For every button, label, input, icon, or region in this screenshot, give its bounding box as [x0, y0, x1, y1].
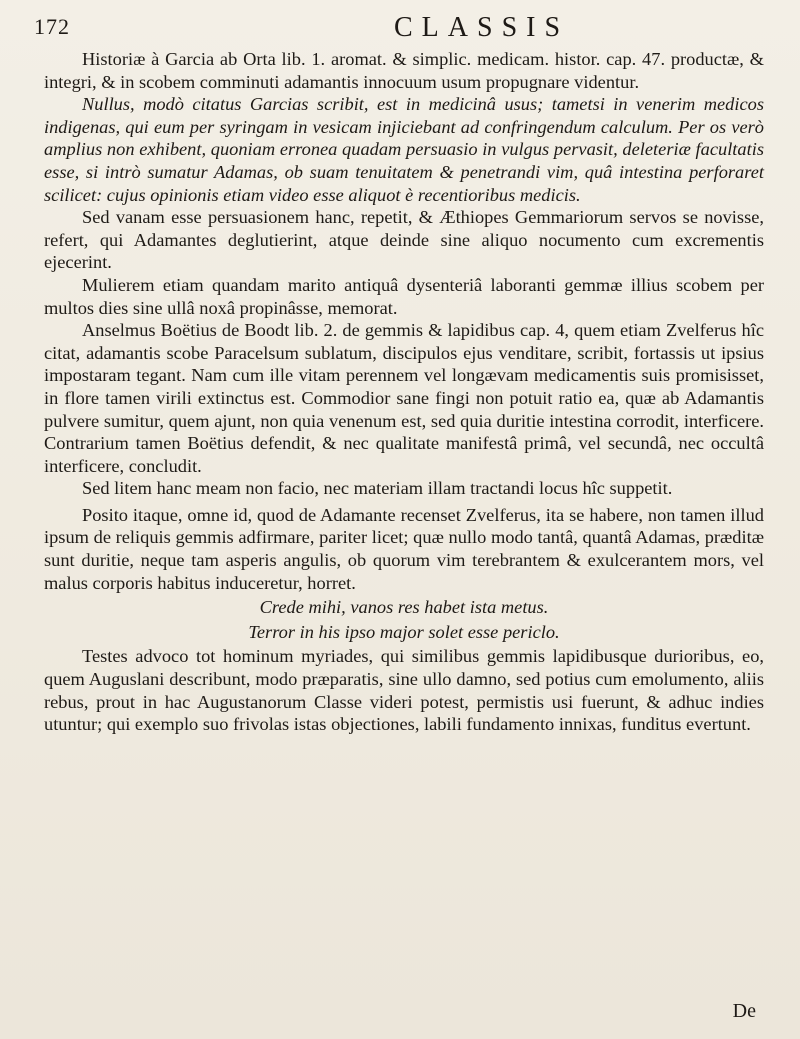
- paragraph-6: Sed litem hanc meam non facio, nec materiam illam tractandi locus hîc suppetit.: [82, 478, 673, 499]
- paragraph-1: Historiæ à Garcia ab Orta lib. 1. aromat. & simplic. medicam. histor. cap. 47. productæ, & integri, & in scobem comminuti adamantis innocuum usum propugnare videntur.: [44, 49, 764, 92]
- body-text: [44, 48, 764, 736]
- verse-line-2: Terror in his ipso major solet esse periclo.: [248, 621, 560, 642]
- paragraph-5: Anselmus Boëtius de Boodt lib. 2. de gemmis & lapidibus cap. 4, quem etiam Zvelferus hîc citat, adamantis scobe Paracelsum sublatum, discipulos ejus venditare, scribit, fortassis ut ipsius impostaram tegant. Nam cum ille vitam perennem vel longævam medicamentis suis promisisset, in flore tamen virili extinctus est. Commodior sane fingi non potuit ratio ea, quæ ab Adamantis pulvere sumitur, quem ajunt, non quia venenum est, sed quia duritie intestina corrodit, interficere. Contrarium tamen Boëtius defendit, & nec qualitate manifestâ primâ, vel secundâ, nec occultâ interficere, concludit.: [44, 320, 764, 476]
- catchword: De: [732, 1000, 756, 1022]
- verse-line-1: Crede mihi, vanos res habet ista metus.: [259, 597, 549, 618]
- paragraph-3: Sed vanam esse persuasionem hanc, repetit, & Æthiopes Gemmariorum servos se novisse, refert, qui Adamantes deglutierint, atque deinde sine aliquo nocumento cum excrementis ejecerint.: [44, 207, 764, 273]
- page-header: [34, 8, 760, 48]
- paragraph-7: Posito itaque, omne id, quod de Adamante recenset Zvelferus, ita se habere, non tamen illud ipsum de reliquis gemmis adfirmare, pariter licet; quæ nullo modo tantâ, quantâ Adamas, præditæ sunt duritie, neque tam asperis angulis, ob quorum vim terebrantem & exulcerantem mors, vel malus corporis habitus induceretur, horret.: [44, 504, 764, 593]
- paragraph-2-quote: Nullus, modò citatus Garcias scribit, est in medicinâ usus; tametsi in venerim medicos indigenas, qui eum per syringam in vesicam injiciebant ad confringendum calculum. Per os verò amplius non exhibent, quoniam erronea quadam persuasio in vulgus pervasit, deleteriæ facultatis esse, si intrò sumatur Adamas, ob suam tenuitatem & penetrandi vim, quâ intestina perforaret scilicet: cujus opinionis etiam video esse aliquot è recentioribus medicis.: [44, 94, 764, 205]
- running-head: CLASSIS: [394, 12, 570, 43]
- paragraph-10: Testes advoco tot hominum myriades, qui similibus gemmis lapidibusque durioribus, eo, quem Auguslani describunt, modo præparatis, sine ullo damno, sed potius cum emolumento, aliis rebus, prout in hac Augustanorum Classe videri potest, permistis usi fuerunt, & adhuc indies utuntur; qui exemplo suo frivolas istas objectiones, labili fundamento innixas, funditus evertunt.: [44, 646, 764, 735]
- page-number: 172: [34, 14, 70, 39]
- paragraph-4: Mulierem etiam quandam marito antiquâ dysenteriâ laboranti gemmæ illius scobem per multos dies sine ullâ noxâ propinâsse, memorat.: [44, 274, 764, 318]
